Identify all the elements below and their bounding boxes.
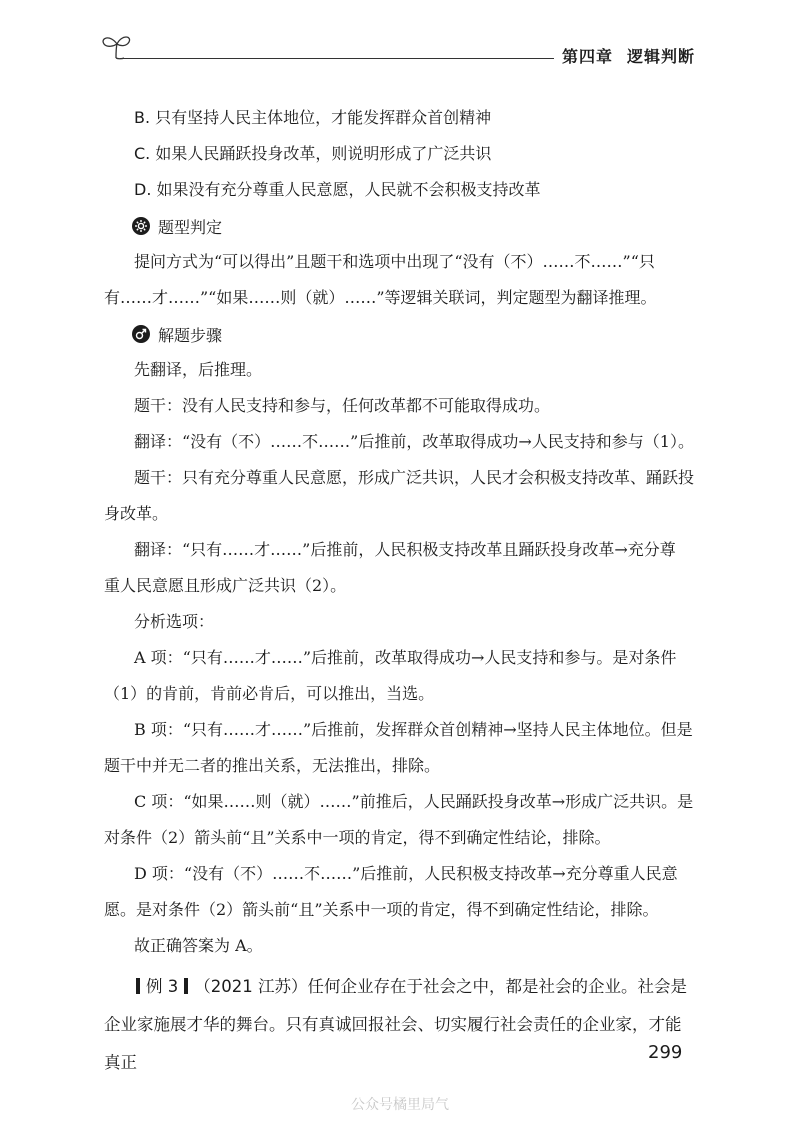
steps-line: 题干：没有人民支持和参与，任何改革都不可能取得成功。 <box>134 396 551 415</box>
steps-line: B 项：“只有……才……”后推前，发挥群众首创精神→坚持人民主体地位。但是 <box>134 720 693 739</box>
steps-line: （1）的肯前，肯前必肯后，可以推出，当选。 <box>104 684 435 703</box>
steps-line: 愿。是对条件（2）箭头前“且”关系中一项的肯定，得不到确定性结论，排除。 <box>104 900 659 919</box>
steps-line: 重人民意愿且形成广泛共识（2）。 <box>104 576 347 595</box>
steps-line: 身改革。 <box>104 504 169 523</box>
sprout-icon <box>96 30 136 60</box>
section-steps-heading <box>132 316 694 352</box>
section-steps-title: 解题步骤 <box>158 325 223 345</box>
steps-line: A 项：“只有……才……”后推前，改革取得成功→人民支持和参与。是对条件 <box>134 648 677 667</box>
male-symbol-icon <box>132 325 150 343</box>
type-text-line-1: 提问方式为“可以得出”且题干和选项中出现了“没有（不）……不……”“只 <box>134 252 655 271</box>
chapter-heading <box>562 44 695 67</box>
steps-line: 翻译：“只有……才……”后推前，人民积极支持改革且踊跃投身改革→充分尊 <box>134 540 676 559</box>
section-type-heading <box>132 208 694 244</box>
gear-icon <box>132 217 150 235</box>
steps-line: 题干中并无二者的推出关系，无法推出，排除。 <box>104 756 441 775</box>
chapter-title: 逻辑判断 <box>627 47 696 66</box>
header-rule <box>120 58 554 59</box>
steps-line: C 项：“如果……则（就）……”前推后，人民踊跃投身改革→形成广泛共识。是 <box>134 792 694 811</box>
page-content <box>104 100 694 1082</box>
example-label: 例 3 <box>146 977 179 996</box>
example-bar-right <box>184 978 188 994</box>
option-c: C. 如果人民踊跃投身改革，则说明形成了广泛共识 <box>134 144 492 163</box>
steps-line: 故正确答案为 A。 <box>134 936 263 955</box>
steps-line: 题干：只有充分尊重人民意愿，形成广泛共识，人民才会积极支持改革、踊跃投 <box>134 468 695 487</box>
example-line-2: 企业家施展才华的舞台。只有真诚回报社会、切实履行社会责任的企业家，才能真正 <box>104 1015 682 1072</box>
steps-line: 分析选项： <box>134 612 215 631</box>
option-b: B. 只有坚持人民主体地位，才能发挥群众首创精神 <box>134 108 492 127</box>
option-d: D. 如果没有充分尊重人民意愿，人民就不会积极支持改革 <box>134 180 541 199</box>
steps-body <box>104 352 694 964</box>
example-line-1 <box>104 968 694 1006</box>
page-number: 299 <box>648 1042 683 1063</box>
steps-line: D 项：“没有（不）……不……”后推前，人民积极支持改革→充分尊重人民意 <box>134 864 678 883</box>
page-header <box>0 0 800 80</box>
steps-line: 先翻译，后推理。 <box>134 360 263 379</box>
type-text-line-2: 有……才……”“如果……则（就）……”等逻辑关联词，判定题型为翻译推理。 <box>104 288 657 307</box>
steps-line: 翻译：“没有（不）……不……”后推前，改革取得成功→人民支持和参与（1）。 <box>134 432 694 451</box>
watermark: 公众号橘里局气 <box>351 1097 449 1113</box>
example-text-1: （2021 江苏）任何企业存在于社会之中，都是社会的企业。社会是 <box>194 977 687 996</box>
section-type-title: 题型判定 <box>158 217 223 237</box>
example-bar-left <box>136 978 140 994</box>
steps-line: 对条件（2）箭头前“且”关系中一项的肯定，得不到确定性结论，排除。 <box>104 828 611 847</box>
chapter-label: 第四章 <box>562 47 614 66</box>
